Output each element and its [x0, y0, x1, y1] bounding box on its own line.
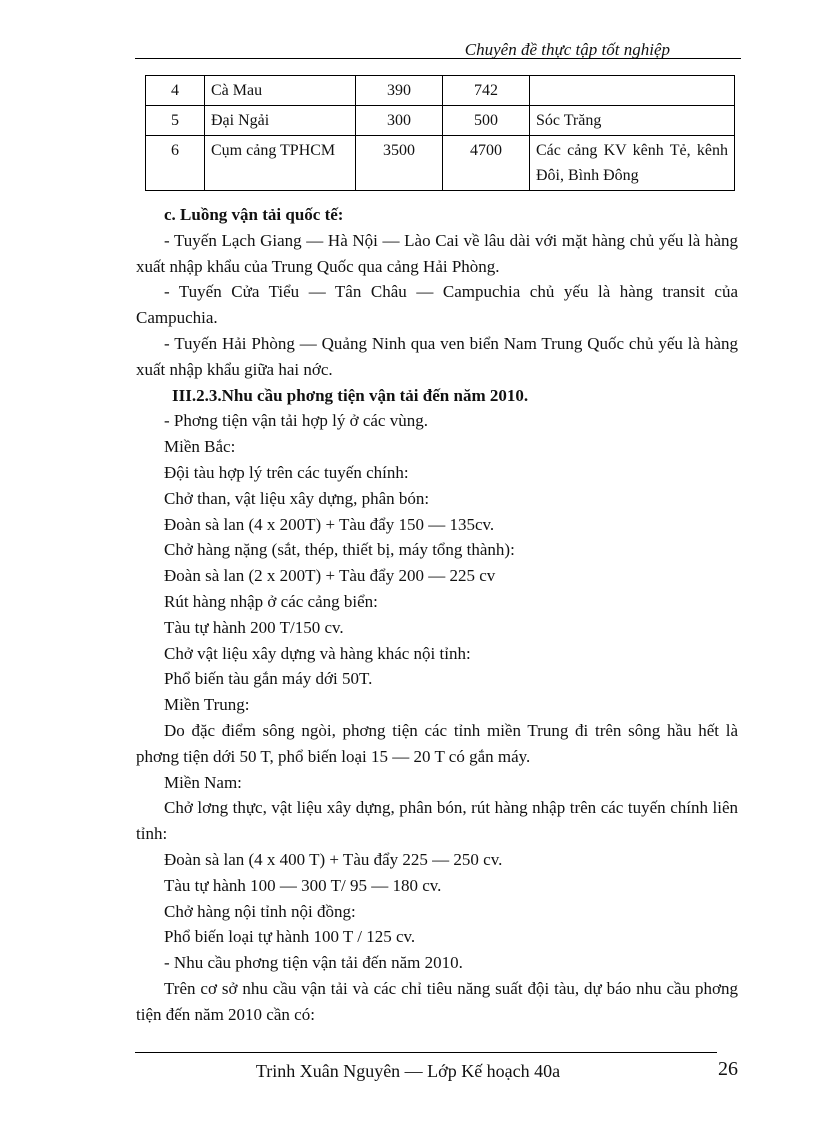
body-line: Trên cơ sở nhu cầu vận tải và các chỉ tiêu năng suất đội tàu, dự báo nhu cầu phơng tiện đến năm 2010 cần có:	[136, 978, 738, 1024]
table-cell-note	[530, 76, 735, 106]
body-line: Do đặc điểm sông ngòi, phơng tiện các tỉnh miền Trung đi trên sông hầu hết là phơng tiện dới 50 T, phổ biến loại 15 — 20 T có gắn máy.	[136, 720, 738, 766]
table-cell-value-b: 500	[443, 106, 530, 136]
table-cell-note: Các cảng KV kênh Tẻ, kênh Đôi, Bình Đông	[530, 136, 735, 191]
table-row	[146, 136, 735, 191]
table-cell-value-b: 742	[443, 76, 530, 106]
page-number: 26	[718, 1058, 738, 1080]
body-line: Đội tàu hợp lý trên các tuyến chính:	[164, 462, 409, 482]
paragraph-route-1: - Tuyến Lạch Giang — Hà Nội — Lào Cai về lâu dài với mặt hàng chủ yếu là hàng xuất nhập khẩu của Trung Quốc qua cảng Hải Phòng.	[136, 230, 738, 276]
section-heading-vehicle-demand: III.2.3.Nhu cầu phơng tiện vận tải đến năm 2010.	[172, 385, 529, 405]
body-line: Đoàn sà lan (4 x 200T) + Tàu đẩy 150 — 135cv.	[164, 514, 495, 534]
table-cell-note: Sóc Trăng	[530, 106, 735, 136]
paragraph-route-2: - Tuyến Cửa Tiểu — Tân Châu — Campuchia chủ yếu là hàng transit của Campuchia.	[136, 282, 738, 328]
table-row	[146, 76, 735, 106]
body-line: Miền Bắc:	[164, 437, 236, 457]
page-body	[136, 200, 738, 1028]
body-line: Rút hàng nhập ở các cảng biển:	[164, 591, 378, 611]
table-row	[146, 106, 735, 136]
body-line: Miền Nam:	[164, 772, 242, 792]
table-cell-name: Đại Ngải	[205, 106, 356, 136]
section-heading-international-routes: c. Luồng vận tải quốc tế:	[164, 205, 344, 224]
table-cell-no: 5	[146, 106, 205, 136]
footer-divider	[135, 1052, 717, 1053]
body-line: Miền Trung:	[164, 695, 250, 715]
paragraph-route-3: - Tuyến Hải Phòng — Quảng Ninh qua ven biển Nam Trung Quốc chủ yếu là hàng xuất nhập khẩu giữa hai nớc.	[136, 333, 738, 379]
body-line: - Nhu cầu phơng tiện vận tải đến năm 2010.	[164, 953, 463, 973]
ports-table	[145, 75, 735, 191]
table-cell-value-a: 390	[356, 76, 443, 106]
body-line: Chở vật liệu xây dựng và hàng khác nội tỉnh:	[164, 643, 471, 663]
body-line: Chở than, vật liệu xây dựng, phân bón:	[164, 488, 430, 508]
body-line: - Phơng tiện vận tải hợp lý ở các vùng.	[164, 411, 428, 431]
body-line: Tàu tự hành 200 T/150 cv.	[164, 617, 344, 637]
table-cell-value-a: 300	[356, 106, 443, 136]
header-divider	[135, 58, 741, 59]
body-line: Đoàn sà lan (4 x 400 T) + Tàu đẩy 225 — 250 cv.	[164, 849, 503, 869]
footer-author: Trinh Xuân Nguyên — Lớp Kế hoạch 40a	[255, 1061, 561, 1081]
table-cell-name: Cụm cảng TPHCM	[205, 136, 356, 191]
body-line: Tàu tự hành 100 — 300 T/ 95 — 180 cv.	[164, 875, 442, 895]
body-line: Phổ biến tàu gắn máy dới 50T.	[164, 669, 373, 689]
table-cell-no: 4	[146, 76, 205, 106]
body-line: Đoàn sà lan (2 x 200T) + Tàu đẩy 200 — 225 cv	[164, 566, 496, 586]
table-cell-no: 6	[146, 136, 205, 191]
table-cell-name: Cà Mau	[205, 76, 356, 106]
table-cell-value-a: 3500	[356, 136, 443, 191]
body-line: Chở hàng nặng (sắt, thép, thiết bị, máy tổng thành):	[164, 540, 515, 560]
page-header-title: Chuyên đề thực tập tốt nghiệp	[464, 40, 670, 59]
body-line: Phổ biến loại tự hành 100 T / 125 cv.	[164, 927, 416, 947]
body-line: Chở lơng thực, vật liệu xây dựng, phân bón, rút hàng nhập trên các tuyến chính liên tỉnh:	[136, 798, 738, 844]
body-line: Chở hàng nội tỉnh nội đồng:	[164, 901, 356, 921]
table-cell-value-b: 4700	[443, 136, 530, 191]
